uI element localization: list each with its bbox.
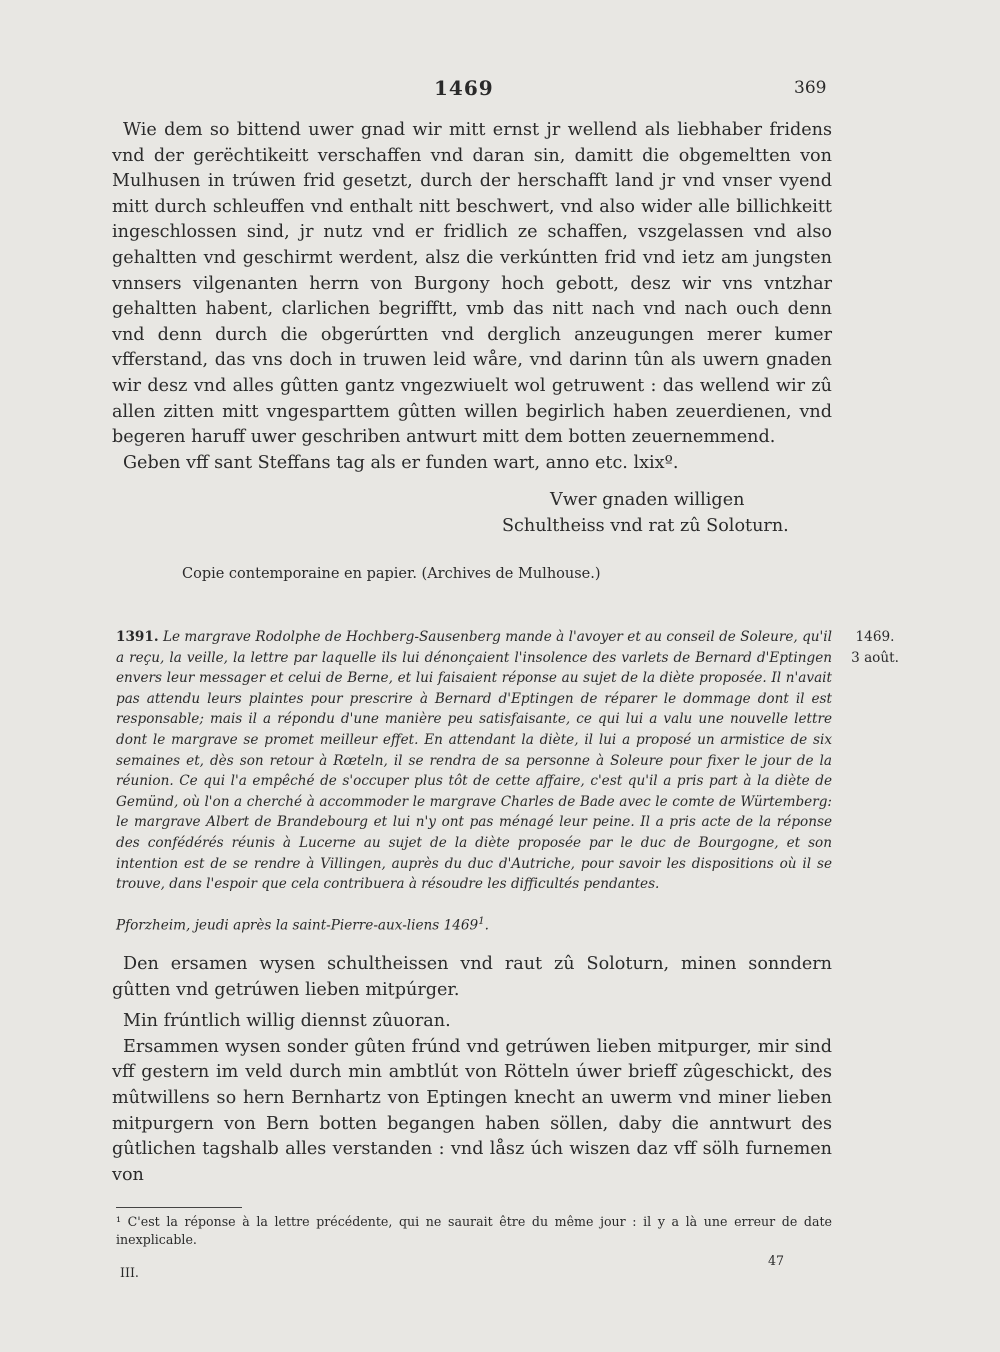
signature-left: III. [120, 1265, 139, 1280]
place-date-text: Pforzheim, jeudi après la saint-Pierre-aux-liens 1469 [116, 917, 479, 934]
margin-date: 3 août. [851, 650, 899, 666]
margin-note [848, 627, 902, 669]
letter-text: Ersammen wysen sonder gûten frúnd vnd getrúwen lieben mitpurger, mir sind vff gestern im veld durch min ambtlút von Rötteln úwer brieff zûgeschickt, des mûtwillens so hern Bernhartz von Eptingen knecht an uwerm vnd miner lieben mitpurgern von Bern botten begangen haben söllen, daby die anntwurt des gûtlichen tagshalb alles verstanden : vnd låsz úch wiszen daz vff sölh furnemen von [112, 1036, 832, 1185]
entry-summary-text: Le margrave Rodolphe de Hochberg-Sausenberg mande à l'avoyer et au conseil de Soleure, qu'il a reçu, la veille, la lettre par laquelle ils lui dénonçaient l'insolence des varlets de Bernard d'Eptingen envers leur messager et celui de Berne, et lui faisaient réponse au sujet de la diète proposée. Il n'avait pas attendu leurs plaintes pour prescrire à Bernard d'Eptingen de réparer le dommage dont il est responsable; mais il a répondu d'une manière peu satisfaisante, ce qui lui a valu une nouvelle lettre dont le margrave se promet meilleur effet. En attendant la diète, il lui a proposé un armistice de six semaines et, dès son retour à Rœteln, il se rendra de sa personne à Soleure pour fixer le jour de la réunion. Ce qui l'a empêché de s'occuper plus tôt de cette affaire, c'est qu'il a pris part à la diète de Gemünd, où l'on a cherché à accommoder le margrave Charles de Bade avec le comte de Würtemberg: le margrave Albert de Brandebourg et lui n'y ont pas ménagé leur peine. Il a pris acte de la réponse des confédérés réunis à Lucerne au sujet de la diète proposée par le duc de Bourgogne, et son intention est de se rendre à Villingen, auprès du duc d'Autriche, pour savoir les dispositions où il se trouve, dans l'espoir que cela contribuera à résoudre les difficultés pendantes. [116, 629, 832, 893]
letter-greeting: Min frúntlich willig diennst zûuoran. [123, 1011, 451, 1032]
entry-summary [116, 627, 832, 895]
entry-number: 1391. [116, 629, 159, 645]
closing-line-2: Schultheiss vnd rat zû Soloturn. [502, 515, 789, 536]
footnote-rule [116, 1207, 242, 1208]
footnote-marker: 1 [478, 916, 485, 927]
letter-address: Den ersamen wysen schultheissen vnd raut zû Soloturn, minen sonndern gûtten vnd getrúwen lieben mitpúrger. [112, 954, 832, 1000]
signature-right: 47 [768, 1253, 785, 1268]
dated-line: Geben vff sant Steffans tag als er funden wart, anno etc. lxixº. [123, 452, 679, 473]
closing-line-1: Vwer gnaden willigen [550, 490, 745, 510]
header-year: 1469 [434, 76, 494, 100]
letter-body-1 [112, 118, 832, 476]
archive-note: Copie contemporaine en papier. (Archives de Mulhouse.) [182, 566, 601, 582]
paragraph-1: Wie dem so bittend uwer gnad wir mitt ernst jr wellend als liebhaber fridens vnd der gerëchtikeitt verschaffen vnd daran sin, damitt die obgemeltten von Mulhusen in trúwen frid gesetzt, durch der herschafft land jr vnd vnser vyend mitt durch schleuffen vnd enthalt nitt beschwert, vnd also wider alle billichkeitt ingeschlossen sind, jr nutz vnd er fridlich ze schaffen, vszgelassen vnd also gehaltten vnd geschirmt werdent, alsz die verkúntten frid vnd ietz am jungsten vnnsers vilgenanten herrn von Burgony hoch gebott, desz wir vns vntzhar gehaltten habent, clarlichen begrifftt, vmb das nitt nach vnd nach ouch denn vnd denn durch die obgerúrtten vnd derglich anzeugungen merer kumer vfferstand, das vns doch in truwen leid wåre, vnd darinn tûn als uwern gnaden wir desz vnd alles gûtten gantz vngezwiuelt wol getruwent : das wellend wir zû allen zitten mitt vngesparttem gûtten willen begirlich haben zeuerdienen, vnd begeren haruff uwer geschriben antwurt mitt dem botten zeuernemmend. [112, 120, 832, 448]
entry-place-date: Pforzheim, jeudi après la saint-Pierre-aux-liens 1469$^1$. [116, 916, 489, 934]
footnote: ¹ C'est la réponse à la lettre précédente, qui ne saurait être du même jour : il y a là une erreur de date inexplicable. [116, 1214, 832, 1247]
closing-block [502, 488, 789, 539]
letter-body-2 [112, 952, 832, 1188]
page-number: 369 [794, 78, 827, 98]
margin-year: 1469. [855, 629, 895, 645]
